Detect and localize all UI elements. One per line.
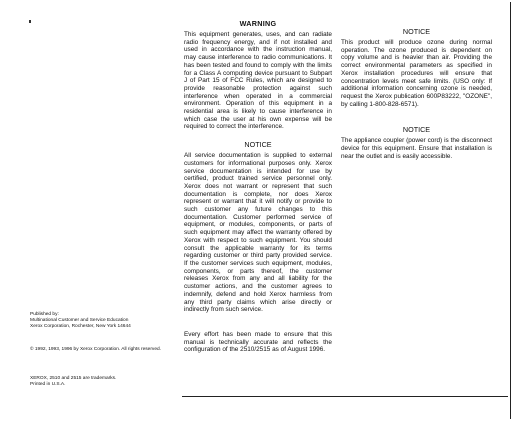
publisher-block <box>30 312 180 331</box>
bottom-divider <box>182 396 508 397</box>
published-label: Published by: <box>30 312 59 317</box>
middle-column <box>184 19 332 358</box>
right-column <box>341 27 492 164</box>
copyright-notice: © 1992, 1993, 1996 by Xerox Corporation. All rights reserved. <box>30 347 161 352</box>
trademark-block <box>30 376 180 388</box>
trademark-line: XEROX, 2510 and 2515 are trademarks. <box>30 376 117 381</box>
scan-mark <box>29 20 31 23</box>
right-edge-rule <box>510 2 511 419</box>
notice-documentation-text: All service documentation is supplied to external customers for informational purposes only. Xerox service documentation is intended for use by certified, product trained service personnel only. Xerox does not warrant or represent that such documentation is complete, nor does Xerox represent or warrant that it will notify or provide to such customer any future changes to this documentation. Customer performed service of equipment, or modules, components, or parts of such equipment may affect the warranty offered by Xerox with respect to such equipment. You should consult the applicable warranty for its terms regarding customer or third party provided service. If the customer services such equipment, modules, components, or parts thereof, the customer releases Xerox from any and all liability for the customer actions, and the customer agrees to indemnify, defend and hold Xerox harmless from any third party claims which arise directly or indirectly from such service. <box>184 152 332 314</box>
published-line-1: Multinational Customer and Service Education <box>30 318 129 324</box>
warning-heading: WARNING <box>239 19 277 28</box>
notice-documentation-heading: NOTICE <box>244 140 272 150</box>
notice-ozone-heading: NOTICE <box>402 27 431 36</box>
notice-power-heading: NOTICE <box>402 125 431 135</box>
published-line-2: Xerox Corporation, Rochester, New York 14644 <box>30 324 131 330</box>
warning-text: This equipment generates, uses, and can radiate radio frequency energy, and if not installed and used in accordance with the instruction manual, may cause interference to radio communications. It has been tested and found to comply with the limits for a Class A computing device pursuant to Subpart J of Part 15 of FCC Rules, which are designed to provide reasonable protection against such interference when operated in a commercial environment. Operation of this equipment in a residential area is likely to cause interference in which case the user at his own expense will be required to correct the interference. <box>184 31 332 131</box>
notice-power-text: The appliance coupler (power cord) is the disconnect device for this equipment. Ensure that installation is near the outlet and is easily accessible. <box>341 137 492 160</box>
notice-ozone-text: This product will produce ozone during normal operation. The ozone produced is dependent on copy volume and is heavier than air. Providing the correct environmental parameters as specified in Xerox installation procedures will ensure that concentration levels meet safe limits. (USO only: If additional information concerning ozone is needed, request the Xerox publication 600P83222, "OZONE", by calling 1-800-828-6571). <box>341 39 492 108</box>
accuracy-statement: Every effort has been made to ensure that this manual is technically accurate and reflects the configuration of the 2510/2515 as of August 1996. <box>184 330 332 354</box>
printed-in-line: Printed in U.S.A. <box>30 382 66 388</box>
